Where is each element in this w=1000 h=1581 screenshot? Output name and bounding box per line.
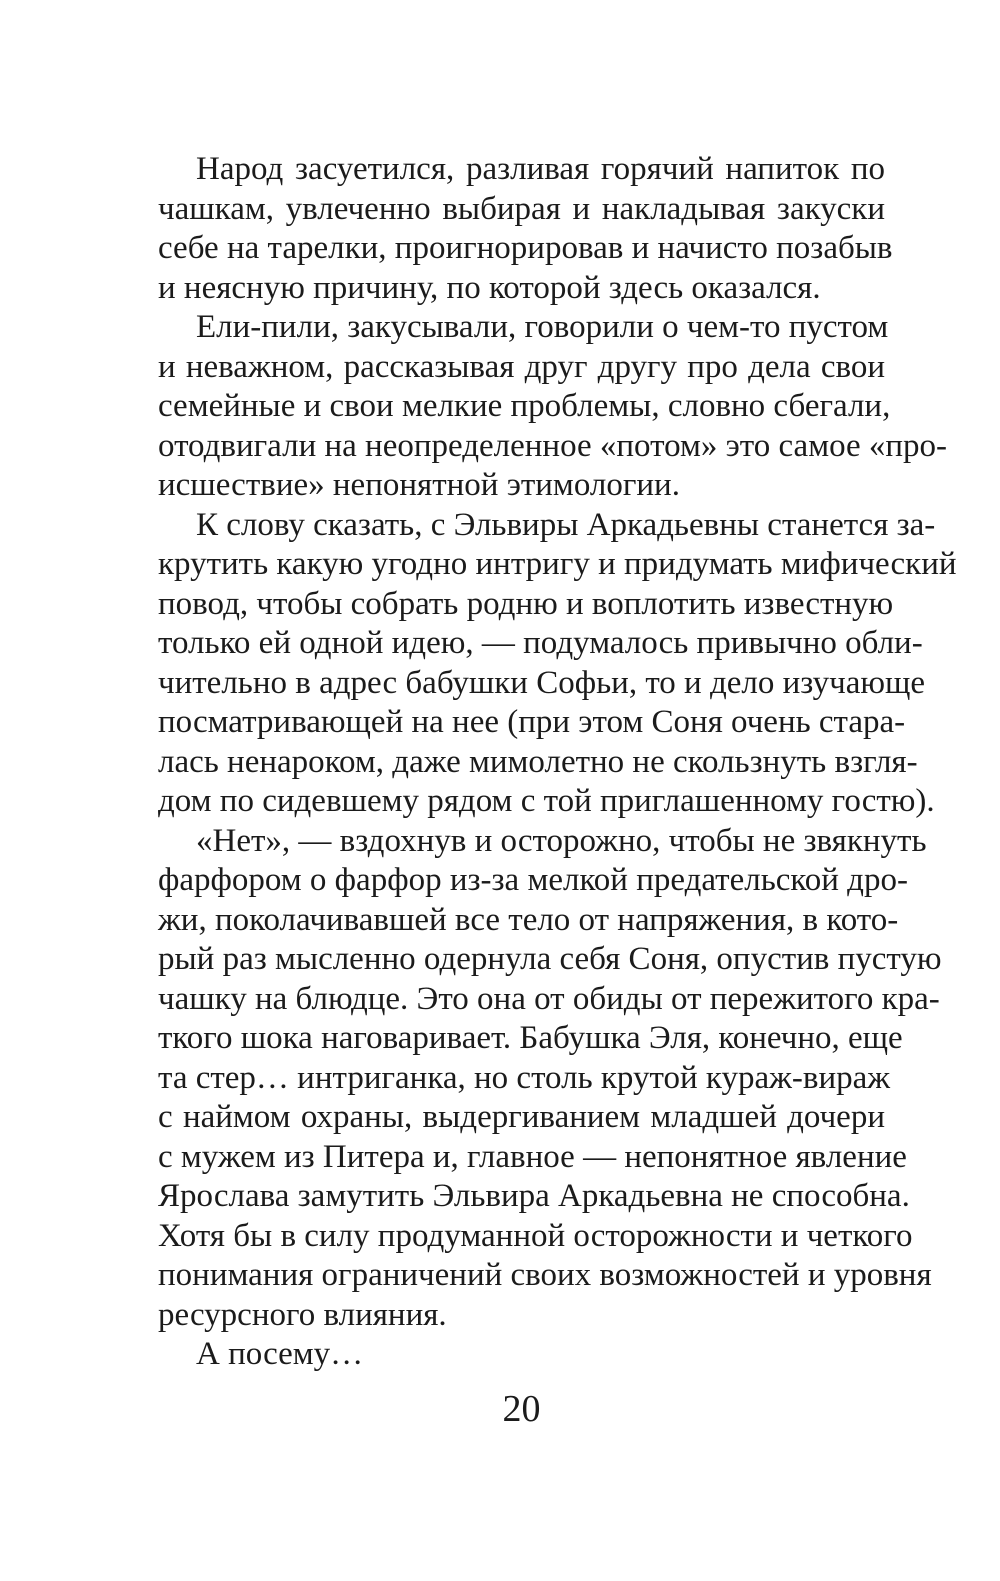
text-line: жи, поколачивавшей все тело от напряжения, в кото-	[158, 901, 899, 938]
text-line: Народ засуетился, разливая горячий напиток по	[196, 151, 885, 187]
text-line: фарфором о фарфор из-за мелкой предательской дро-	[158, 862, 908, 898]
text-line: исшествие» непонятной этимологии.	[158, 467, 680, 503]
text-line: с наймом охраны, выдергиванием младшей дочери	[158, 1099, 885, 1135]
text-line: посматривающей на нее (при этом Соня очень стара-	[158, 704, 906, 740]
text-line: К слову сказать, с Эльвиры Аркадьевны станется за-	[196, 506, 936, 543]
text-line: понимания ограничений своих возможностей и уровня	[158, 1257, 932, 1293]
text-line: крутить какую угодно интригу и придумать мифический	[158, 546, 957, 582]
text-line: семейные и свои мелкие проблемы, словно сбегали,	[158, 388, 891, 424]
paragraph	[158, 1335, 885, 1375]
text-line: «Нет», — вздохнув и осторожно, чтобы не звякнуть	[196, 822, 927, 859]
text-line: только ей одной идею, — подумалось привычно обли-	[158, 625, 923, 661]
text-line: лась ненароком, даже мимолетно не скользнуть взгля-	[158, 743, 918, 780]
text-line: чашку на блюдце. Это она от обиды от пережитого кра-	[158, 980, 940, 1017]
body-text	[158, 150, 957, 1375]
paragraph	[158, 308, 948, 506]
text-line: и неясную причину, по которой здесь оказался.	[158, 269, 821, 306]
text-line: Ярослава замутить Эльвира Аркадьевна не способна.	[158, 1178, 910, 1214]
text-line: с мужем из Питера и, главное — непонятное явление	[158, 1138, 907, 1175]
text-line: чительно в адрес бабушки Софьи, то и дело изучающе	[158, 664, 926, 701]
text-line: чашкам, увлеченно выбирая и накладывая закуски	[158, 190, 885, 227]
text-line: себе на тарелки, проигнорировав и начисто позабыв	[158, 230, 893, 266]
text-line: Ели-пили, закусывали, говорили о чем-то пустом	[196, 309, 889, 345]
page-number: 20	[502, 1388, 541, 1430]
text-line: Хотя бы в силу продуманной осторожности и четкого	[158, 1217, 913, 1254]
text-line: ресурсного влияния.	[158, 1296, 447, 1333]
text-line: ткого шока наговаривает. Бабушка Эля, конечно, еще	[158, 1020, 903, 1056]
paragraph	[158, 822, 942, 1336]
text-line: и неважном, рассказывая друг другу про дела свои	[158, 348, 885, 385]
text-line: отодвигали на неопределенное «потом» это самое «про-	[158, 427, 948, 464]
text-line: рый раз мысленно одернула себя Соня, опустив пустую	[158, 941, 942, 977]
text-line: та стер… интриганка, но столь крутой кураж-вираж	[158, 1059, 891, 1096]
paragraph	[158, 506, 957, 822]
paragraph	[158, 150, 893, 308]
text-line: повод, чтобы собрать родню и воплотить известную	[158, 585, 894, 622]
text-line: А посему…	[196, 1336, 364, 1372]
text-line: дом по сидевшему рядом с той приглашенному гостю).	[158, 783, 935, 819]
